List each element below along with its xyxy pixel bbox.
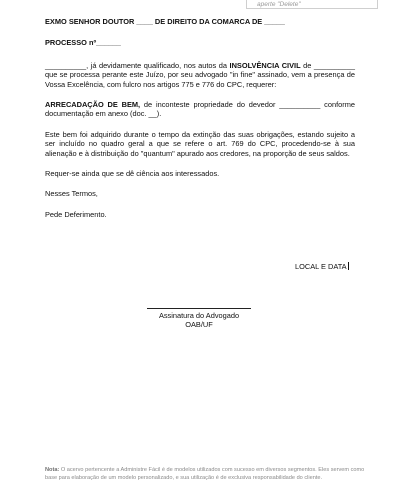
insolvencia-bold: INSOLVÊNCIA CIVIL [229, 60, 301, 70]
closing-pede-deferimento: Pede Deferimento. [45, 209, 107, 219]
signature-block [120, 311, 278, 329]
signature-oab: OAB/UF [185, 320, 213, 329]
footer-note-label: Nota: [45, 467, 60, 473]
delete-hint-box: aperte "Delete" [246, 0, 378, 9]
footer-note [45, 467, 365, 482]
footer-note-text: O acervo pertencente a Administre Fácil é de modelos utilizados com sucesso em diversos segmentos. Eles servem como base para elaboração de um modelo personalizado, e sua utilização é de exclusiva responsabilidade do cliente. [45, 467, 365, 481]
process-number: PROCESSO nº______ [45, 38, 121, 48]
intro-text-1: __________, já devidamente qualificado, nos autos da [45, 60, 230, 70]
signature-name: Assinatura do Advogado [158, 311, 240, 320]
text-cursor [348, 262, 349, 270]
local-e-data [295, 262, 349, 271]
ciencia-paragraph: Requer-se ainda que se dê ciência aos interessados. [45, 169, 220, 179]
signature-line [147, 308, 251, 309]
bem-paragraph: Este bem foi adquirido durante o tempo da extinção das suas obrigações, estando sujeito a ser incluído no quadro geral a que se refere o art. 769 do CPC, procedendo-se à sua alienação e à distribuição do "quantum" apurado aos credores, na proporção de seus saldos. [45, 129, 355, 158]
intro-text-2: de __________ que se processa perante este Juízo, por seu advogado "in fine" assinado, vem a presença de Vossa Excelência, com fulcro nos artigos 775 e 776 do CPC, requerer: [45, 60, 355, 89]
arrecadacao-bold: ARRECADAÇÃO DE BEM, [45, 100, 141, 110]
document-body [45, 17, 355, 219]
local-e-data-text: LOCAL E DATA [295, 262, 347, 271]
arrecadacao-paragraph [45, 100, 355, 119]
court-heading: EXMO SENHOR DOUTOR ____ DE DIREITO DA COMARCA DE _____ [45, 17, 285, 26]
arrecadacao-text: de inconteste propriedade do devedor __________ conforme documentação em anexo (doc. __). [45, 100, 355, 119]
intro-paragraph [45, 61, 355, 89]
closing-nesses-termos: Nesses Termos, [45, 189, 98, 199]
